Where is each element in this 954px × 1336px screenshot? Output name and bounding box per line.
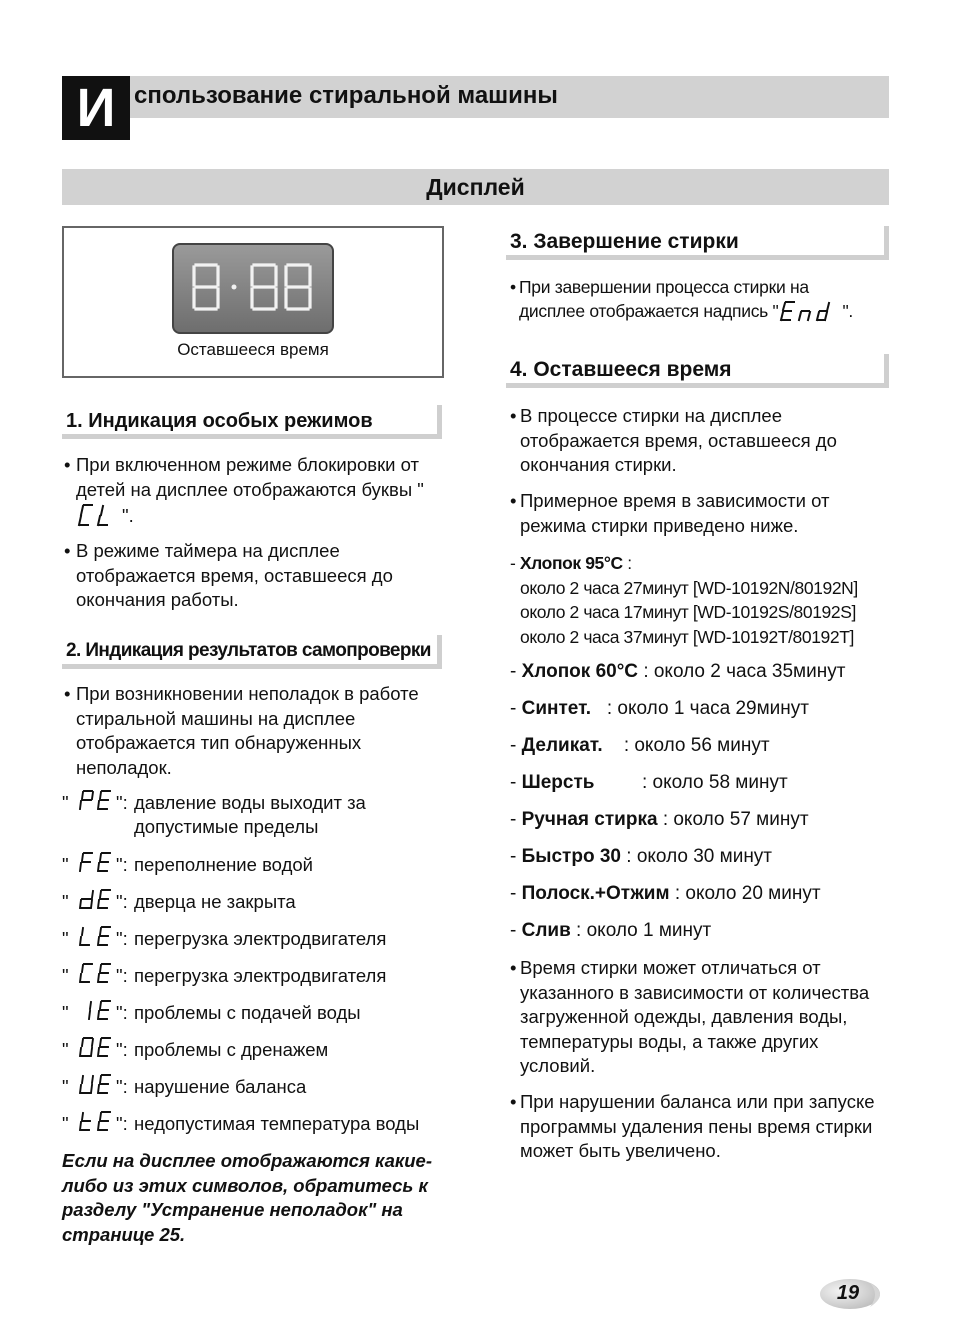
- quote-close: ":: [116, 854, 128, 875]
- cotton95-line: около 2 часа 37минут [WD-10192T/80192T]: [520, 626, 854, 647]
- header-initial-letter: И: [62, 76, 130, 140]
- error-code-te: [78, 1110, 118, 1140]
- section3-line-1: При завершении процесса стирки на: [519, 277, 809, 297]
- end-segment-icon: [778, 299, 842, 323]
- section-title: Дисплей: [62, 169, 889, 205]
- error-code-glyph: [78, 925, 118, 949]
- error-code-description-cont: допустимые пределы: [134, 816, 319, 837]
- quote-close: ":: [116, 1113, 128, 1134]
- quote-open: ": [62, 854, 69, 875]
- program-time-row: - Шерсть : около 58 минут: [510, 772, 788, 793]
- section1-bullet-2: • В режиме таймера на дисплее отображается время, оставшееся до окончания работы.: [64, 539, 436, 613]
- error-code-description: нарушение баланса: [134, 1076, 307, 1097]
- section4-bullet-1-text: В процессе стирки на дисплее отображается время, оставшееся до окончания стирки.: [520, 405, 837, 475]
- program-name: Синтет.: [521, 698, 592, 719]
- program-name: Слив: [521, 920, 571, 941]
- error-code-glyph: [78, 888, 118, 912]
- header-title: спользование стиральной машины: [134, 82, 558, 109]
- error-code-pe: [78, 789, 118, 819]
- error-code-glyph: [78, 1110, 118, 1134]
- error-code-description: проблемы с подачей воды: [134, 1002, 361, 1023]
- display-panel: [172, 243, 334, 334]
- section2-title: 2. Индикация результатов самопроверки: [62, 635, 442, 669]
- program-name: Хлопок 60°C: [521, 661, 639, 682]
- error-code-description: перегрузка электродвигателя: [134, 965, 387, 986]
- quote-close: ":: [116, 792, 128, 813]
- error-code-ie: [78, 999, 118, 1029]
- quote-open: ": [62, 1076, 69, 1097]
- cotton95-line: около 2 часа 27минут [WD-10192N/80192N]: [520, 577, 858, 598]
- program-time-row: - Синтет. : около 1 часа 29минут: [510, 698, 809, 719]
- error-code-glyph: [78, 789, 118, 813]
- quote-open: ": [62, 1002, 69, 1023]
- quote-open: ": [62, 928, 69, 949]
- program-time: : около 58 минут: [641, 772, 788, 793]
- section2-bullet-1-text: При возникновении неполадок в работе стиральной машины на дисплее отображается тип обнаруженных неполадок.: [76, 683, 419, 778]
- quote-open: ": [62, 965, 69, 986]
- error-code-oe: [78, 1036, 118, 1066]
- program-time-row: - Полоск.+Отжим : около 20 минут: [510, 883, 821, 904]
- section4-bullet-2: • Примерное время в зависимости от режима стирки приведено ниже.: [510, 489, 885, 538]
- error-code-description: недопустимая температура воды: [134, 1113, 420, 1134]
- error-code-description: перегрузка электродвигателя: [134, 928, 387, 949]
- error-code-ue: [78, 1073, 118, 1103]
- program-time: : около 1 часа 29минут: [606, 698, 809, 719]
- error-code-fe: [78, 851, 118, 881]
- program-time: : около 20 минут: [674, 883, 821, 904]
- seven-segment-digits: [174, 245, 332, 332]
- error-code-description: проблемы с дренажем: [134, 1039, 329, 1060]
- quote-close: ":: [116, 965, 128, 986]
- page-number: 19: [836, 1282, 860, 1304]
- cotton95-line: около 2 часа 17минут [WD-10192S/80192S]: [520, 602, 856, 622]
- program-name: Быстро 30: [521, 846, 621, 867]
- quote-close: ":: [116, 891, 128, 912]
- error-code-description: дверца не закрыта: [134, 891, 296, 912]
- quote-open: ": [62, 1039, 69, 1060]
- error-code-ce: [78, 962, 118, 992]
- section1-title: 1. Индикация особых режимов: [62, 405, 442, 439]
- quote-open: ": [62, 891, 69, 912]
- error-code-description: переполнение водой: [134, 854, 313, 875]
- section3-bullet: • При завершении процесса стирки на дисплее отображается надпись " ".: [510, 275, 888, 323]
- error-code-glyph: [78, 962, 118, 986]
- section1-bullet-1-text: При включенном режиме блокировки от детей на дисплее отображаются буквы ": [76, 454, 424, 500]
- section4-title: 4. Оставшееся время: [506, 354, 889, 388]
- display-caption: Оставшееся время: [177, 340, 329, 359]
- program-time-row: - Деликат. : около 56 минут: [510, 735, 770, 756]
- error-code-le: [78, 925, 118, 955]
- program-time: : около 1 минут: [576, 920, 712, 941]
- program-name: Полоск.+Отжим: [521, 883, 670, 904]
- quote-close: ":: [116, 1002, 128, 1023]
- program-time-row: - Хлопок 60°C : около 2 часа 35минут: [510, 661, 846, 682]
- quote-open: ": [62, 1113, 69, 1134]
- program-time: : около 56 минут: [623, 735, 770, 756]
- program-time-row: - Ручная стирка : около 57 минут: [510, 809, 809, 830]
- section1-bullet-1-after: ".: [122, 505, 134, 526]
- program-time-row: - Слив : около 1 минут: [510, 920, 712, 941]
- error-code-glyph: [78, 1036, 118, 1060]
- code-end: [778, 299, 842, 323]
- section4-bullet-2-text: Примерное время в зависимости от режима стирки приведено ниже.: [520, 490, 830, 536]
- quote-close: ":: [116, 1039, 128, 1060]
- section1-bullet-1: • При включенном режиме блокировки от детей на дисплее отображаются буквы "".: [64, 454, 424, 526]
- error-code-glyph: [78, 999, 118, 1023]
- section4-bullet-1: • В процессе стирки на дисплее отображается время, оставшееся до окончания стирки.: [510, 404, 885, 478]
- program-time: : около 2 часа 35минут: [643, 661, 846, 682]
- section3-after: ".: [842, 301, 853, 321]
- program-time-row: - Быстро 30 : около 30 минут: [510, 846, 773, 867]
- error-code-glyph: [78, 1073, 118, 1097]
- program-time: : около 30 минут: [626, 846, 773, 867]
- section2-bullet-1: • При возникновении неполадок в работе стиральной машины на дисплее отображается тип обнаруженных неполадок.: [64, 682, 444, 780]
- quote-open: ": [62, 792, 69, 813]
- section3-line-2: дисплее отображается надпись ": [519, 301, 779, 321]
- section1-bullet-2-text: В режиме таймера на дисплее отображается время, оставшееся до окончания работы.: [76, 540, 393, 610]
- code-cl: [76, 502, 122, 528]
- error-code-glyph: [78, 851, 118, 875]
- error-code-description: давление воды выходит за: [134, 792, 366, 813]
- program-name: Шерсть: [521, 772, 595, 793]
- page-number-badge: [818, 1277, 890, 1311]
- section4-bullet-3: • Время стирки может отличаться от указанного в зависимости от количества загруженной одежды, давления воды, температуры воды, а также других условий.: [510, 956, 885, 1079]
- section4-bullet-4-text: При нарушении баланса или при запуске программы удаления пены время стирки может быть увеличено.: [520, 1091, 875, 1161]
- quote-close: ":: [116, 928, 128, 949]
- quote-close: ":: [116, 1076, 128, 1097]
- section3-title: 3. Завершение стирки: [506, 226, 889, 260]
- error-code-de: [78, 888, 118, 918]
- section4-bullet-3-text: Время стирки может отличаться от указанного в зависимости от количества загруженной одежды, давления воды, температуры воды, а также других условий.: [520, 957, 870, 1076]
- program-time: : около 57 минут: [662, 809, 809, 830]
- cotton95-label: Хлопок 95°C: [519, 553, 623, 573]
- section2-note: Если на дисплее отображаются какие-либо из этих символов, обратитесь к разделу "Устранение неполадок" на странице 25.: [62, 1150, 432, 1245]
- cotton95-block: - Хлопок 95°C : около 2 часа 27минут [WD-10192N/80192N] около 2 часа 17минут [WD-10192S/80192S] около 2 часа 37минут [WD-10192T/80192T]: [510, 551, 858, 649]
- program-name: Деликат.: [521, 735, 603, 756]
- section4-bullet-4: • При нарушении баланса или при запуске программы удаления пены время стирки может быть увеличено.: [510, 1090, 885, 1164]
- program-name: Ручная стирка: [521, 809, 658, 830]
- cl-segment-icon: [76, 502, 122, 528]
